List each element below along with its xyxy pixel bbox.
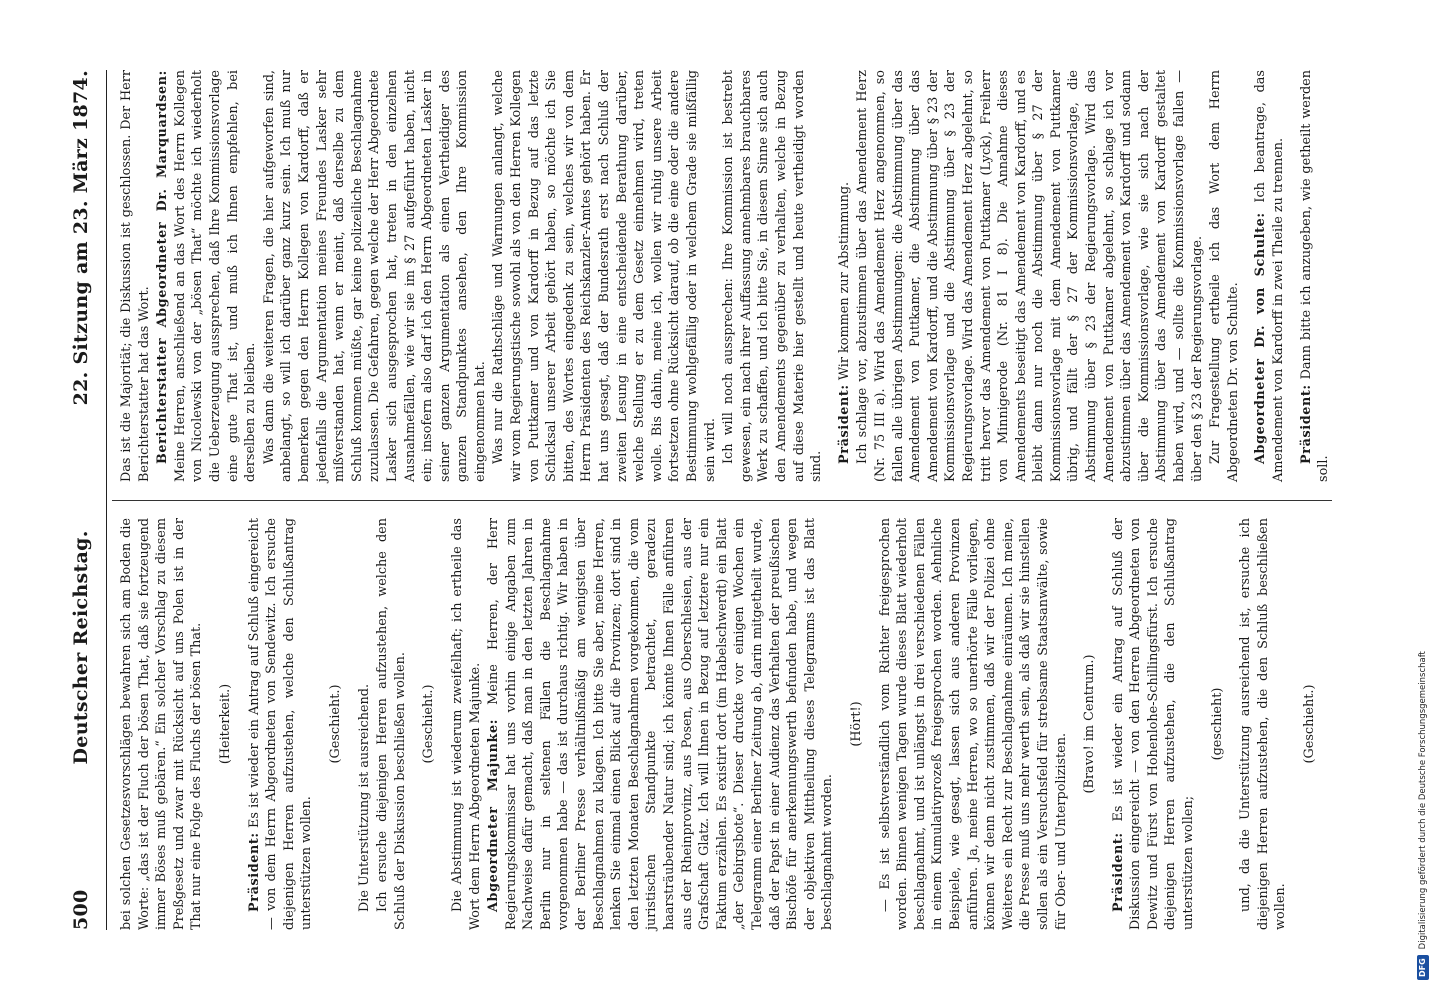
body-paragraph: bei solchen Gesetzesvorschlägen bewahren sich am Boden die Worte: „das ist der Fluch der bösen That, daß sie fortzeugend immer Böses muß gebären.“ Ein solcher Vorschlag zu diesem Preßgesetz und zwar mit Rücksicht auf uns Polen ist in der That nur eine Folge des Fluchs der bösen That. [119,518,205,930]
stage-direction: (Hört!) [848,701,864,747]
speaker-name: Berichterstatter Abgeordneter Dr. Marquardsen: [155,70,171,464]
body-paragraph: Das ist die Majorität; die Diskussion ist geschlossen. Der Herr Berichterstatter hat das Wort. [119,70,152,482]
speech-text: Es ist wieder ein Antrag auf Schluß der Diskussion eingereicht — von den Herren Abgeordneten von Dewitz und Fürst von Hohenlohe-Schillingsfürst. Ich ersuche diejenigen Herren aufzustehen, die den Schlußantrag unterstützen wollen; [1110,518,1197,930]
digitization-sidebar [1412,20,1430,980]
body-paragraph: Die Abstimmung ist wiederum zweifelhaft; ich ertheile das Wort dem Herrn Abgeordneten Majunke. [449,518,483,930]
body-paragraph: Ich will noch aussprechen: Ihre Kommission ist bestrebt gewesen, ein nach ihrer Auffassung annehmbares brauchbares Werk zu schaffen, und ich bitte Sie, in diesem Sinne sich auch den Amendements gegenüber zu verhalten, welche in Bezug auf diese Materie hier gestellt und heute vertheidigt worden sind. [721,70,825,482]
page-header [70,70,107,930]
speech-text: Dann bitte ich anzugeben, wie getheilt werden soll. [1298,70,1332,482]
speech-paragraph [1252,70,1287,482]
body-paragraph: Ich ersuche diejenigen Herren aufzustehen, welche den Schluß der Diskussion beschließen wollen. [375,518,408,930]
speech-paragraph [1110,518,1198,930]
speech-paragraph [154,70,260,482]
speech-text: Meine Herren, der Herr Regierungskommissar hat uns vorhin einige Angaben zum Nachweise dafür gemacht, daß man in den letzten Jahren in Berlin nur in seltenen Fällen die Beschlagnahme vorgenommen habe — das ist durchaus richtig. Wir haben in der Berliner Presse verhältnißmäßig am wenigsten über Beschlagnahmen zu klagen. Ich bitte Sie aber, meine Herren, lenken Sie einmal einen Blick auf die Provinzen; dort sind in den letzten Monaten Beschlagnahmen vorgekommen, die vom juristischen Standpunkte betrachtet, geradezu haarsträubender Natur sind; ich könnte Ihnen Fälle anführen aus der Rheinprovinz, aus Posen, aus Oberschlesien, aus der Grafschaft Glatz. Ich will Ihnen in Bezug auf letztere nur ein Faktum erzählen. Es existirt dort (im Habelschwerdt) ein Blatt „der Gebirgsbote“. Dieser druckte vor einigen Wochen ein Telegramm einer Berliner Zeitung ab, darin mitgetheilt wurde, daß der Papst in einer Audienz das Verhalten der preußischen Bischöfe für anerkennungswerth befunden habe, und wegen der objektiven Mittheilung dieses Telegramms ist das Blatt beschlagnahmt worden. [486,518,836,930]
column-divider [112,500,1332,501]
body-paragraph: — Es ist selbstverständlich vom Richter freigesprochen worden. Binnen wenigen Tagen wurde dieses Blatt wiederholt beschlagnahmt, und ist unlängst in drei verschiedenen Fällen in einem Kumulativprozeß freigesprochen worden. Aehnliche Beispiele, wie gesagt, lassen sich aus anderen Provinzen anführen. Ja, meine Herren, wo so unerhörte Fälle vorliegen, können wir denn nicht zustimmen, daß wir der Polizei ohne Weiteres ein Recht zur Beschlagnahme einräumen. Ich meine, die Presse muß uns mehr werth sein, als daß wir sie hinstellen sollen als ein Versuchsfeld für strebsame Staatsanwälte, sowie für Ober- und Unterpolizisten. [877,518,1069,930]
session-title: 22. Sitzung am 23. März 1874. [70,70,92,406]
speech-text: Meine Herren, anschließend an das Wort des Herrn Kollegen von Nicolewski von der „bösen That“ möchte ich wiederholt die Ueberzeugung aussprechen, daß Ihre Kommissionsvorlage eine gute That ist, und muß ich Ihnen empfehlen, bei derselben zu bleiben. [172,70,259,482]
dfg-logo: DFG [1417,955,1429,980]
right-column [118,70,1334,482]
speech-text: Wir kommen zur Abstimmung. [836,181,852,381]
body-paragraph: Was dann die weiteren Fragen, die hier aufgeworfen sind, anbelangt, so will ich darüber ganz kurz sein. Ich muß nur bemerken gegen den Herrn Kollegen von Kardorff, daß er jedenfalls die Argumentation meines Freundes Lasker sehr mißverstanden hat, wenn er meint, daß derselbe zu dem Schluß kommen müßte, gar keine polizeiliche Beschlagnahme zuzulassen. Die Gefahren, gegen welche der Herr Abgeordnete Lasker sich ausgesprochen hat, treten in den einzelnen Ausnahmefällen, wie wir sie im § 27 aufgeführt haben, nicht ein; insofern also darf ich den Herrn Abgeordneten Lasker in seiner ganzen Argumentation als einen Vertheidiger des ganzen Standpunktes ansehen, den Ihre Kommission eingenommen hat. [261,70,488,482]
speaker-name: Abgeordneter Majunke: [486,718,502,912]
speech-paragraph [836,70,854,482]
speaker-name: Präsident: [1110,832,1126,912]
body-paragraph: Was nur die Rathschläge und Warnungen anlangt, welche wir vom Regierungstische sowohl als von den Herren Kollegen von Puttkamer und von Kardorff in Bezug auf das letzte Schicksal unserer Arbeit gehört haben, so möchte ich Sie bitten, des Wortes eingedenk zu sein, welches wir von dem Herrn Präsidenten des Reichskanzler-Amtes gehört haben. Er hat uns gesagt, daß der Bundesrath erst nach Schluß der zweiten Lesung in eine entscheidende Berathung darüber, welche Stellung er zu dem Gesetz einnehmen wird, treten wolle. Bis dahin, meine ich, wollen wir ruhig unsere Arbeit fortsetzen ohne Rücksicht darauf, ob die eine oder die andere Bestimmung wohlgefällig oder in welchem Grade sie mißfällig sein wird. [491,70,718,482]
speech-text: Ich beantrage, das Amendement von Kardorff in zwei Theile zu trennen. [1253,70,1286,482]
speech-paragraph [485,518,837,930]
speaker-name: Präsident: [246,832,262,912]
speech-paragraph [1298,70,1333,482]
speaker-name: Präsident: [836,384,852,464]
publication-title: Deutscher Reichstag. [70,530,92,765]
speech-text: Es ist wieder ein Antrag auf Schluß eingereicht — von dem Herrn Abgeordneten von Sendewitz. Ich ersuche diejenigen Herren aufzustehen, welche den Schlußantrag unterstützen wollen. [246,518,315,930]
left-column [118,518,1330,930]
stage-direction: (Geschieht.) [1302,684,1318,764]
stage-direction: (Heiterkeit.) [217,683,233,765]
body-paragraph: und, da die Unterstützung ausreichend ist, ersuche ich diejenigen Herren aufzustehen, die den Schluß beschließen wollen. [1238,518,1289,930]
speaker-name: Präsident: [1298,384,1314,464]
speaker-name: Abgeordneter Dr. von Schulte: [1253,212,1269,464]
stage-direction: (geschieht) [1209,687,1225,761]
digitization-credit: Digitalisierung gefördert durch die Deutsche Forschungsgemeinschaft [1418,651,1428,950]
body-paragraph: Zur Fragestellung ertheile ich das Wort dem Herrn Abgeordneten Dr. von Schulte. [1208,70,1241,482]
body-paragraph: Ich schlage vor, abzustimmen über das Amendement Herz (Nr. 75 III a). Wird das Amendement Herz angenommen, so fallen alle übrigen Abstimmungen: die Abstimmung über das Amendement von Puttkamer, die Abstimmung über das Amendement von Kardorff, und die Abstimmung über § 23 der Kommissionsvorlage und die Abstimmung über § 23 der Regierungsvorlage. Wird das Amendement Herz abgelehnt, so tritt hervor das Amendement von Puttkamer (Lyck), Freiherr von Minnigerode (Nr. 81 I 8). Die Annahme dieses Amendements beseitigt das Amendement von Kardorff, und es bleibt dann nur noch die Abstimmung über § 27 der Kommissionsvorlage mit dem Amendement von Puttkamer übrig, und fällt der § 27 der Kommissionsvorlage, die Abstimmung über § 23 der Regierungsvorlage. Wird das Amendement von Puttkamer abgelehnt, so schlage ich vor abzustimmen über das Amendement von Kardorff und sodann über die Kommissionsvorlage, wie sie sich nach der Abstimmung über das Amendement von Kardorff gestaltet haben wird, und — sollte die Kommissionsvorlage fallen — über den § 23 der Regierungsvorlage. [855,70,1205,482]
page-number: 500 [70,889,92,930]
stage-direction: (Geschieht.) [421,684,437,764]
body-paragraph: Die Unterstützung ist ausreichend. [356,683,372,912]
stage-direction: (Bravo! im Centrum.) [1082,654,1098,794]
stage-direction: (Geschieht.) [327,684,343,764]
speech-paragraph [246,518,316,930]
